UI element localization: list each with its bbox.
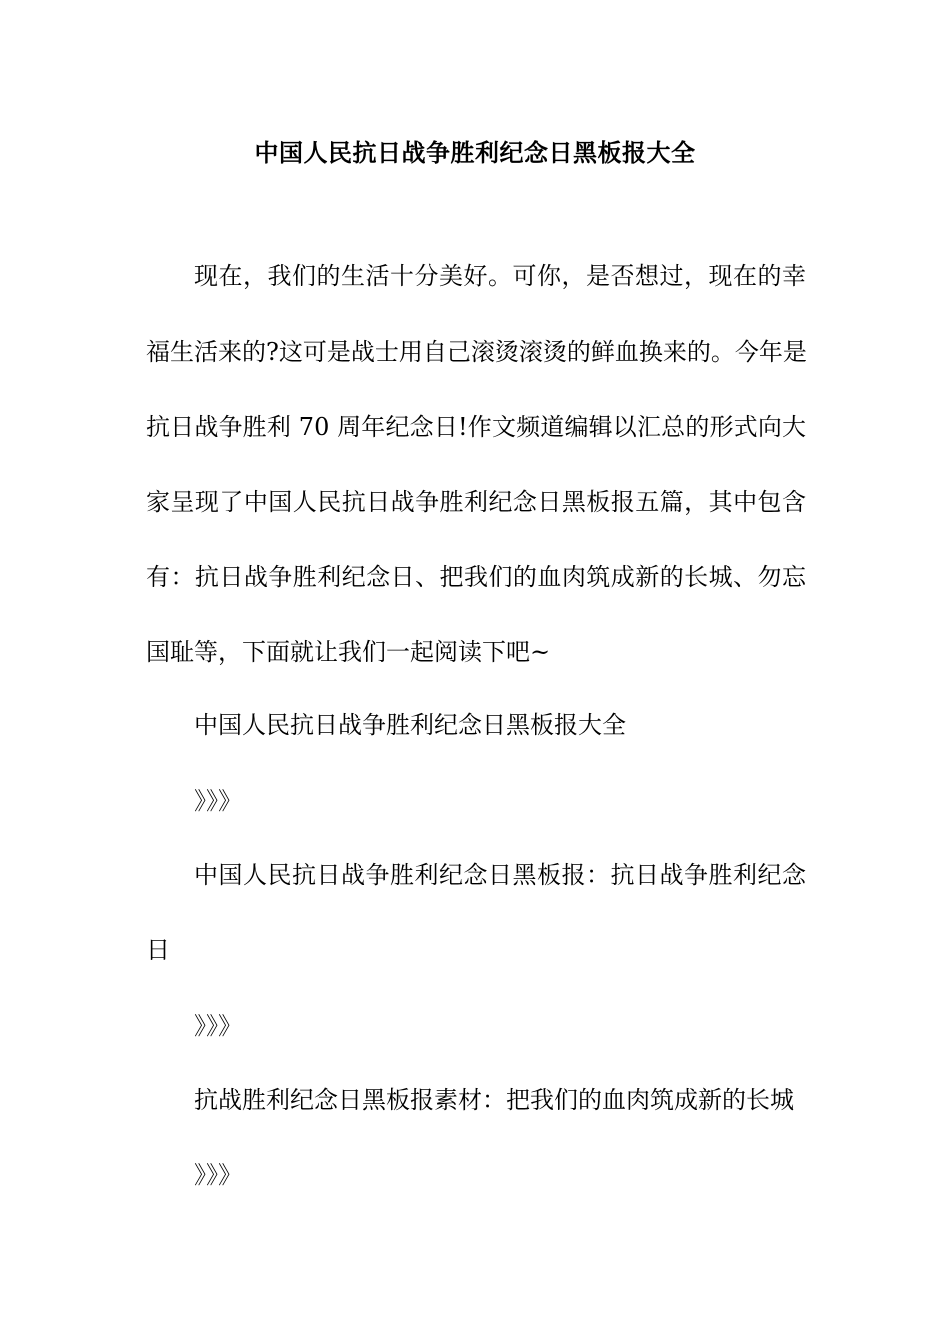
list-item-link-1: 中国人民抗日战争胜利纪念日黑板报：抗日战争胜利纪念 <box>194 861 806 889</box>
list-item-arrows-3: 》》》 <box>194 1161 242 1189</box>
list-item-link-1-continuation: 日 <box>146 936 170 964</box>
intro-line-6: 国耻等，下面就让我们一起阅读下吧~ <box>146 638 551 666</box>
document-title: 中国人民抗日战争胜利纪念日黑板报大全 <box>254 138 696 167</box>
list-item-arrows-2: 》》》 <box>194 1012 242 1040</box>
intro-line-2: 福生活来的?这可是战士用自己滚烫滚烫的鲜血换来的。今年是 <box>146 338 807 366</box>
list-item-link-2: 抗战胜利纪念日黑板报素材：把我们的血肉筑成新的长城 <box>194 1086 794 1114</box>
intro-line-5: 有：抗日战争胜利纪念日、把我们的血肉筑成新的长城、勿忘 <box>146 563 806 591</box>
intro-line-3: 抗日战争胜利 70 周年纪念日!作文频道编辑以汇总的形式向大 <box>146 413 806 441</box>
list-item-title: 中国人民抗日战争胜利纪念日黑板报大全 <box>194 711 626 739</box>
intro-line-4: 家呈现了中国人民抗日战争胜利纪念日黑板报五篇，其中包含 <box>146 488 806 516</box>
intro-line-1: 现在，我们的生活十分美好。可你，是否想过，现在的幸 <box>194 262 806 290</box>
list-item-arrows-1: 》》》 <box>194 787 242 815</box>
